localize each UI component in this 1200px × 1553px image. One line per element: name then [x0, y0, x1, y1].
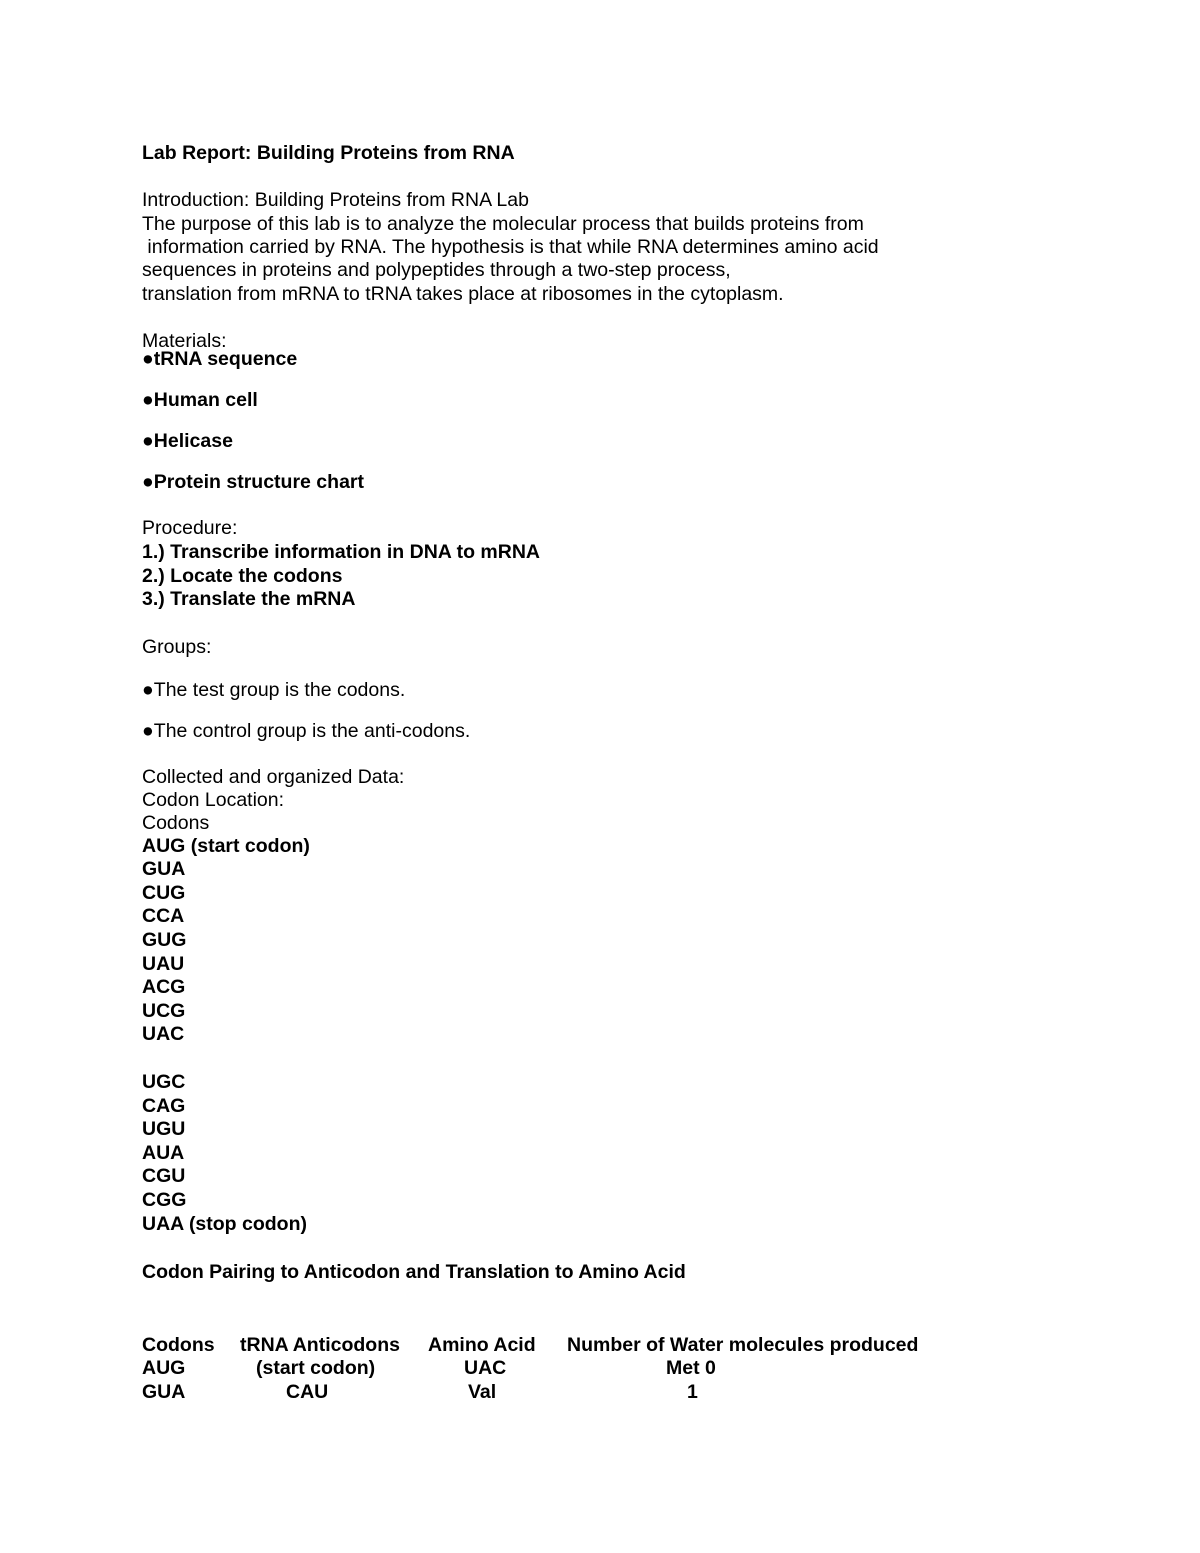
- table-cell-anticodon: (start codon): [256, 1357, 376, 1379]
- materials-item: ●Helicase: [142, 430, 233, 452]
- table-header-amino-acid: Amino Acid: [428, 1334, 536, 1356]
- codon-item: ACG: [142, 976, 186, 998]
- intro-line: sequences in proteins and polypeptides through a two-step process,: [142, 259, 731, 281]
- procedure-step: 2.) Locate the codons: [142, 565, 343, 587]
- intro-line: translation from mRNA to tRNA takes place at ribosomes in the cytoplasm.: [142, 283, 784, 305]
- table-cell-codon: GUA: [142, 1381, 186, 1403]
- groups-item: ●The test group is the codons.: [142, 679, 406, 701]
- procedure-heading: Procedure:: [142, 517, 238, 539]
- intro-line: information carried by RNA. The hypothesis is that while RNA determines amino acid: [142, 236, 879, 258]
- codon-item: CUG: [142, 882, 186, 904]
- codon-item: UAA (stop codon): [142, 1213, 307, 1235]
- codon-item: UCG: [142, 1000, 186, 1022]
- codon-item: UAU: [142, 953, 185, 975]
- table-cell-amino-acid: Val: [468, 1381, 497, 1403]
- codon-item: CCA: [142, 905, 185, 927]
- table-cell-amino-acid: UAC: [464, 1357, 507, 1379]
- data-heading: Collected and organized Data:: [142, 766, 405, 788]
- codon-item: UGC: [142, 1071, 186, 1093]
- codon-item: AUG (start codon): [142, 835, 310, 857]
- procedure-step: 3.) Translate the mRNA: [142, 588, 356, 610]
- groups-item: ●The control group is the anti-codons.: [142, 720, 471, 742]
- procedure-step: 1.) Transcribe information in DNA to mRNA: [142, 541, 540, 563]
- materials-heading: Materials:: [142, 330, 227, 352]
- codon-item: GUG: [142, 929, 187, 951]
- materials-item: ●Protein structure chart: [142, 471, 364, 493]
- table-header-codons: Codons: [142, 1334, 215, 1356]
- intro-heading: Introduction: Building Proteins from RNA Lab: [142, 189, 529, 211]
- codon-item: AUA: [142, 1142, 185, 1164]
- page-title: Lab Report: Building Proteins from RNA: [142, 142, 515, 164]
- table-cell-codon: AUG: [142, 1357, 186, 1379]
- codon-item: CAG: [142, 1095, 186, 1117]
- table-header-anticodons: tRNA Anticodons: [240, 1334, 400, 1356]
- codon-item: UGU: [142, 1118, 186, 1140]
- codon-item: CGG: [142, 1189, 187, 1211]
- codon-item: GUA: [142, 858, 186, 880]
- table-cell-water: 1: [687, 1381, 698, 1403]
- codon-item: UAC: [142, 1023, 185, 1045]
- codons-label: Codons: [142, 812, 210, 834]
- codon-item: CGU: [142, 1165, 186, 1187]
- groups-heading: Groups:: [142, 636, 212, 658]
- table-cell-water: Met 0: [666, 1357, 716, 1379]
- table-cell-anticodon: CAU: [286, 1381, 329, 1403]
- materials-item: ●Human cell: [142, 389, 258, 411]
- materials-item: ●tRNA sequence: [142, 348, 298, 370]
- intro-line: The purpose of this lab is to analyze the molecular process that builds proteins from: [142, 213, 864, 235]
- table-header-water: Number of Water molecules produced: [567, 1334, 919, 1356]
- codon-location-label: Codon Location:: [142, 789, 285, 811]
- pairing-heading: Codon Pairing to Anticodon and Translation to Amino Acid: [142, 1261, 686, 1283]
